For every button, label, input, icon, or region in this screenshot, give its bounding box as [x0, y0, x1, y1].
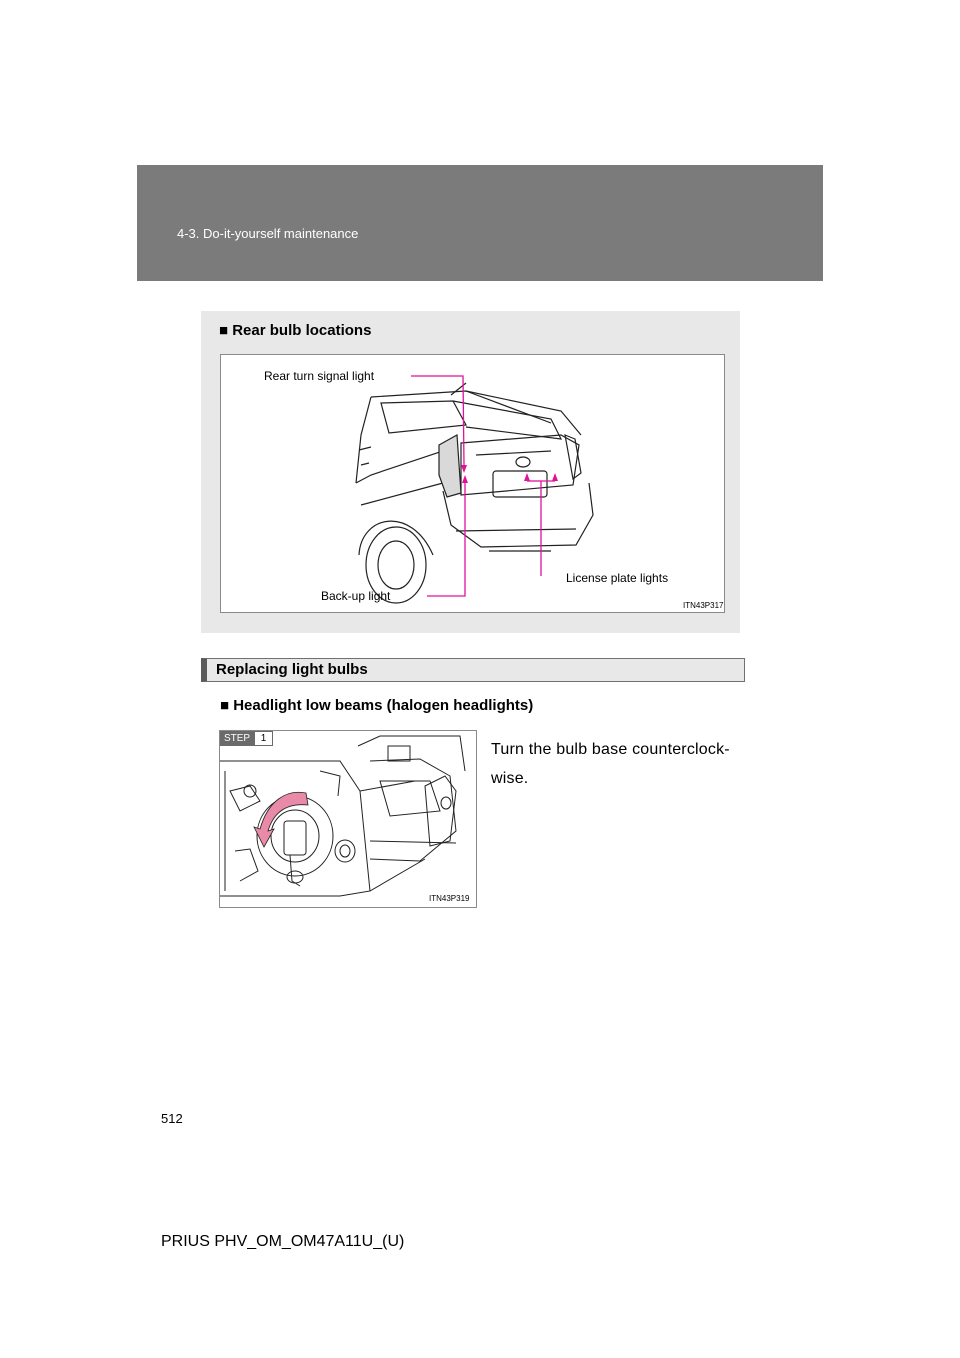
rotate-arrow [254, 792, 308, 847]
rear-bulb-locations-title: ■ Rear bulb locations [219, 322, 372, 339]
section-title: Replacing light bulbs [216, 661, 368, 678]
license-plate-lights-label: License plate lights [566, 571, 669, 585]
instruction-line: Turn the bulb base counterclock- [491, 741, 730, 758]
rear-bulb-figure [220, 354, 725, 613]
step-badge [220, 731, 272, 746]
headlight-figure-code: ITN43P319 [429, 894, 470, 903]
rear-turn-signal-label: Rear turn signal light [264, 369, 375, 383]
rear-bulb-locations-box [201, 311, 740, 633]
instruction-line: wise. [491, 770, 529, 787]
headlight-illustration [220, 731, 476, 907]
page-header [137, 165, 823, 281]
headlight-figure [219, 730, 477, 908]
section-breadcrumb: 4-3. Do-it-yourself maintenance [177, 226, 359, 241]
headlight-subtitle: ■ Headlight low beams (halogen headlights) [220, 697, 534, 714]
step-instruction [491, 735, 730, 793]
step-number: 1 [254, 731, 273, 746]
figure-code: ITN43P317 [683, 601, 724, 610]
document-footer: PRIUS PHV_OM_OM47A11U_(U) [161, 1233, 405, 1250]
backup-light-label: Back-up light [321, 589, 391, 603]
page-number: 512 [161, 1111, 183, 1126]
section-heading [201, 658, 745, 682]
step-label: STEP [220, 731, 254, 746]
